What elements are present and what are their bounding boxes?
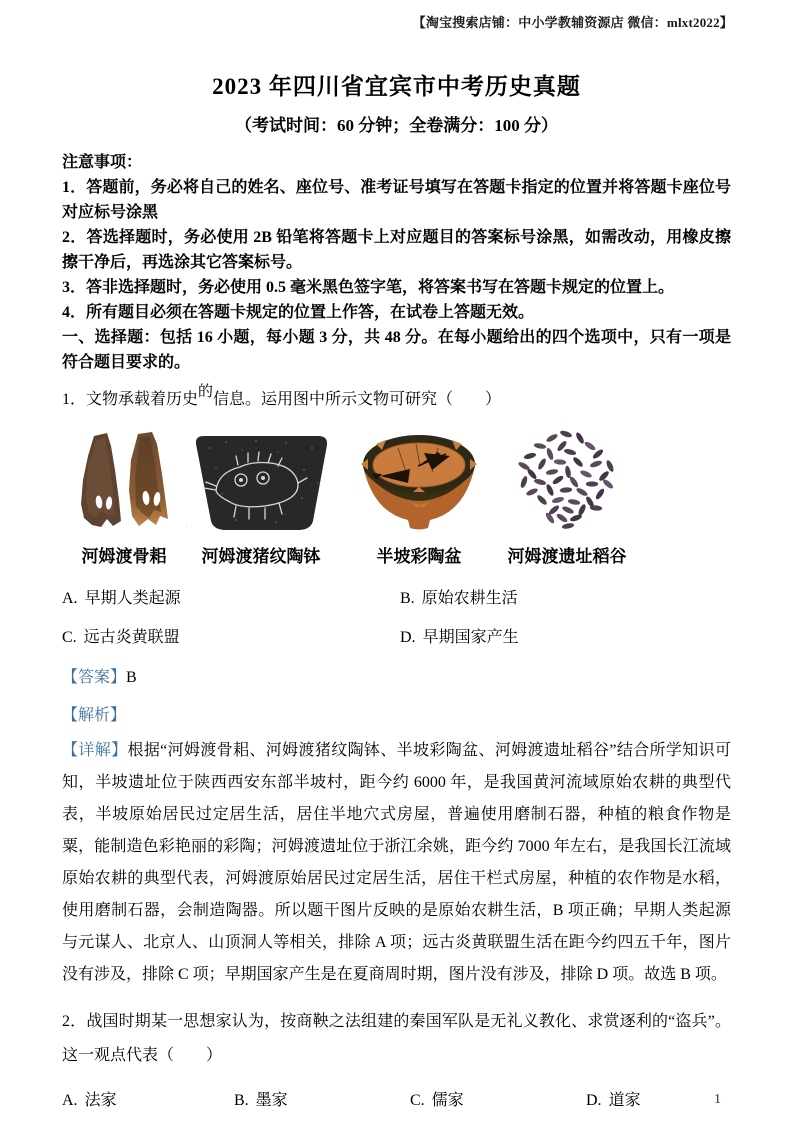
- pig-pottery-bowl-icon: [186, 428, 336, 534]
- q1-stem-superscript: 的: [198, 384, 214, 400]
- answer-line: [62, 664, 731, 687]
- detail-paragraph: [62, 735, 731, 991]
- question-1-figures: [62, 426, 731, 567]
- rice-grains-icon: [510, 422, 624, 534]
- note-item-2: 2．答选择题时，务必使用 2B 铅笔将答题卡上对应题目的答案标号涂黑，如需改动，用橡皮擦擦干净后，再选涂其它答案标号。: [62, 229, 731, 271]
- option-label: D.: [586, 1092, 602, 1109]
- analysis-line: [62, 702, 731, 725]
- detail-text: 根据“河姆渡骨耜、河姆渡猪纹陶钵、半坡彩陶盆、河姆渡遗址稻谷”结合所学知识可知，半坡遗址位于陕西西安东部半坡村，距今约 6000 年，是我国黄河流域原始农耕的典型代表，半坡原始居民过定居生活，居住半地穴式房屋，普遍使用磨制石器，种植的粮食作物是粟，能制造色彩艳丽的彩陶；河姆渡遗址位于浙江余姚，距今约 7000 年左右，是我国长江流域原始农耕的典型代表，河姆渡原始居民过定居生活，居住干栏式房屋，种植的农作物是水稻，使用磨制石器，会制造陶器。所以题干图片反映的是原始农耕生活，B 项正确；早期人类起源与元谋人、北京人、山顶洞人等相关，排除 A 项；远古炎黄联盟生活在距今约四五千年，图片没有涉及，排除 C 项；早期国家产生是在夏商周时期，图片没有涉及，排除 D 项。故选 B 项。: [62, 742, 731, 983]
- option-D: [400, 624, 731, 647]
- option-text: 道家: [608, 1092, 641, 1109]
- page-number: 1: [714, 1092, 721, 1107]
- option-B: [234, 1087, 410, 1110]
- figure-bone-spades: [72, 426, 176, 567]
- section-intro: 一、选择题：包括 16 小题，每小题 3 分，共 48 分。在每小题给出的四个选项中，只有一项是符合题目要求的。: [62, 329, 731, 371]
- answer-value: B: [126, 669, 137, 686]
- figure-painted-basin: [358, 426, 480, 567]
- option-label: D.: [400, 629, 416, 646]
- question-1-stem: [62, 384, 731, 412]
- option-text: 原始农耕生活: [421, 590, 518, 607]
- q1-stem-suffix: 信息。运用图中所示文物可研究（ ）: [213, 391, 502, 408]
- question-2-stem: 2．战国时期某一思想家认为，按商鞅之法组建的秦国军队是无礼义教化、求赏逐利的“盗兵”。这一观点代表（ ）: [62, 1013, 731, 1064]
- option-text: 墨家: [255, 1092, 288, 1109]
- option-text: 早期人类起源: [84, 590, 181, 607]
- figure-rice-grains: [508, 426, 626, 567]
- painted-pottery-basin-icon: [358, 428, 480, 534]
- note-item-1: 1．答题前，务必将自己的姓名、座位号、准考证号填写在答题卡指定的位置并将答题卡座位号对应标号涂黑: [62, 179, 731, 221]
- option-text: 早期国家产生: [422, 629, 519, 646]
- option-label: C.: [410, 1092, 425, 1109]
- option-label: A.: [62, 1092, 78, 1109]
- option-label: C.: [62, 629, 77, 646]
- option-text: 儒家: [431, 1092, 464, 1109]
- figure-caption: 河姆渡骨耜: [81, 547, 167, 566]
- exam-notes: [62, 150, 731, 375]
- page-title: 2023 年四川省宜宾市中考历史真题: [212, 74, 581, 99]
- option-A: [62, 585, 400, 608]
- notes-heading: 注意事项：: [62, 154, 143, 171]
- option-C: [410, 1087, 586, 1110]
- option-A: [62, 1087, 234, 1110]
- option-text: 法家: [84, 1092, 117, 1109]
- question-2-options: [62, 1087, 731, 1110]
- option-label: A.: [62, 590, 78, 607]
- figure-pig-pottery: [186, 426, 336, 567]
- analysis-tag: 【解析】: [62, 707, 127, 724]
- option-B: [400, 585, 731, 608]
- option-label: B.: [400, 590, 415, 607]
- note-item-4: 4．所有题目必须在答题卡规定的位置上作答，在试卷上答题无效。: [62, 304, 535, 321]
- option-label: B.: [234, 1092, 249, 1109]
- exam-info-subtitle: （考试时间：60 分钟；全卷满分：100 分）: [235, 116, 558, 135]
- bone-spades-icon: [72, 428, 176, 534]
- note-item-3: 3．答非选择题时，务必使用 0.5 毫米黑色签字笔，将答案书写在答题卡规定的位置上。: [62, 279, 675, 296]
- figure-caption: 河姆渡遗址稻谷: [507, 547, 627, 566]
- option-C: [62, 624, 400, 647]
- q1-stem-prefix: 1．文物承载着历史: [62, 391, 199, 408]
- question-1-options: [62, 585, 731, 647]
- shop-watermark: 【淘宝搜索店铺：中小学教辅资源店 微信：mlxt2022】: [412, 15, 733, 30]
- figure-caption: 河姆渡猪纹陶钵: [201, 547, 321, 566]
- figure-caption: 半坡彩陶盆: [376, 547, 462, 566]
- option-text: 远古炎黄联盟: [83, 629, 180, 646]
- option-D: [586, 1087, 731, 1110]
- answer-tag: 【答案】: [62, 669, 127, 686]
- detail-tag: 【详解】: [62, 742, 128, 759]
